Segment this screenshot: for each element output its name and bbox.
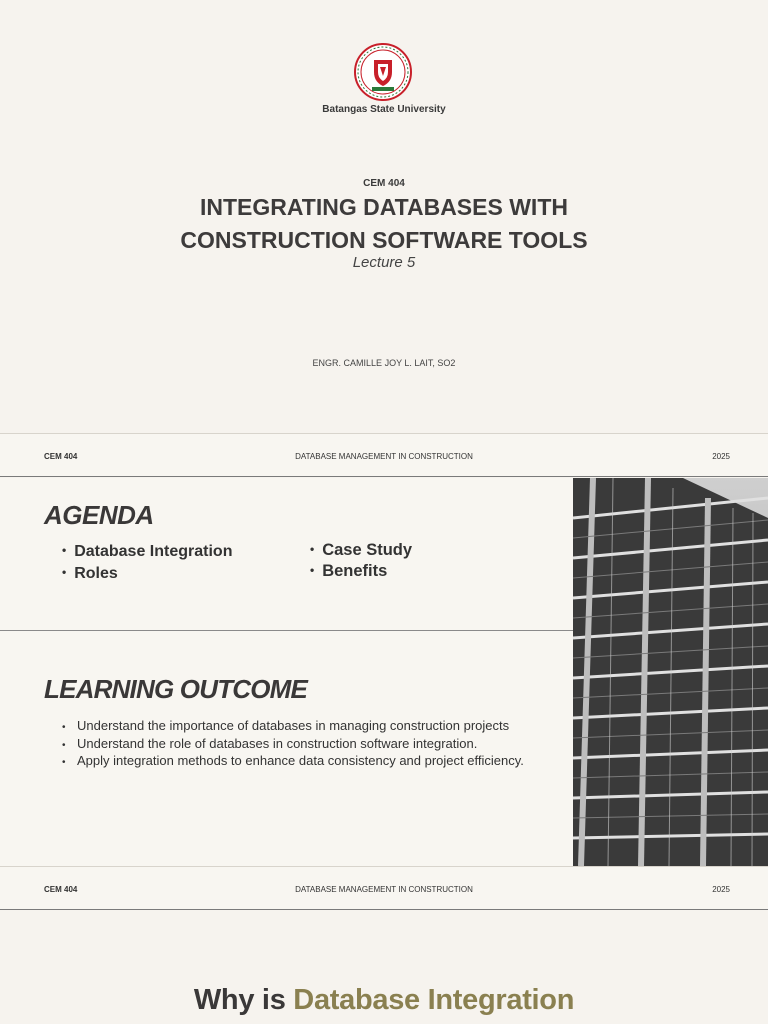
building-construction-photo — [573, 478, 768, 866]
agenda-list-right — [310, 539, 412, 581]
heading-accent: Database Integration — [293, 984, 575, 1016]
learning-outcome-heading: LEARNING OUTCOME — [44, 674, 308, 704]
footer-course: CEM 404 — [44, 452, 78, 461]
title-line-2: CONSTRUCTION SOFTWARE TOOLS — [180, 227, 588, 253]
university-seal-icon — [352, 42, 414, 102]
slide3-heading — [0, 984, 768, 1017]
outcome-item: • Apply integration methods to enhance data consistency and project efficiency. — [62, 753, 542, 771]
title-slide — [0, 0, 768, 432]
author-name: ENGR. CAMILLE JOY L. LAIT, SO2 — [312, 358, 456, 368]
slide-footer — [0, 433, 768, 477]
learning-outcome-list — [62, 718, 542, 771]
agenda-item: • Benefits — [310, 560, 412, 581]
footer-subject: DATABASE MANAGEMENT IN CONSTRUCTION — [295, 452, 473, 461]
heading-prefix: Why is — [193, 984, 286, 1016]
footer-course: CEM 404 — [44, 885, 78, 894]
agenda-heading: AGENDA — [44, 500, 154, 530]
lecture-title — [0, 191, 768, 257]
footer-year: 2025 — [712, 452, 730, 461]
slide-footer — [0, 866, 768, 910]
section-divider — [0, 630, 573, 631]
outcome-item: • Understand the role of databases in construction software integration. — [62, 736, 542, 754]
agenda-item: • Database Integration — [62, 540, 232, 562]
building-photo-illustration — [573, 478, 768, 866]
footer-subject: DATABASE MANAGEMENT IN CONSTRUCTION — [295, 885, 473, 894]
footer-year: 2025 — [712, 885, 730, 894]
lecture-number: Lecture 5 — [352, 254, 416, 271]
outcome-item: • Understand the importance of databases in managing construction projects — [62, 718, 542, 736]
course-code: CEM 404 — [363, 178, 405, 189]
agenda-list-left — [62, 540, 232, 584]
university-name: Batangas State University — [322, 104, 446, 115]
agenda-slide — [0, 478, 768, 866]
agenda-item: • Case Study — [310, 539, 412, 560]
title-line-1: INTEGRATING DATABASES WITH — [200, 194, 568, 220]
agenda-item: • Roles — [62, 562, 232, 584]
